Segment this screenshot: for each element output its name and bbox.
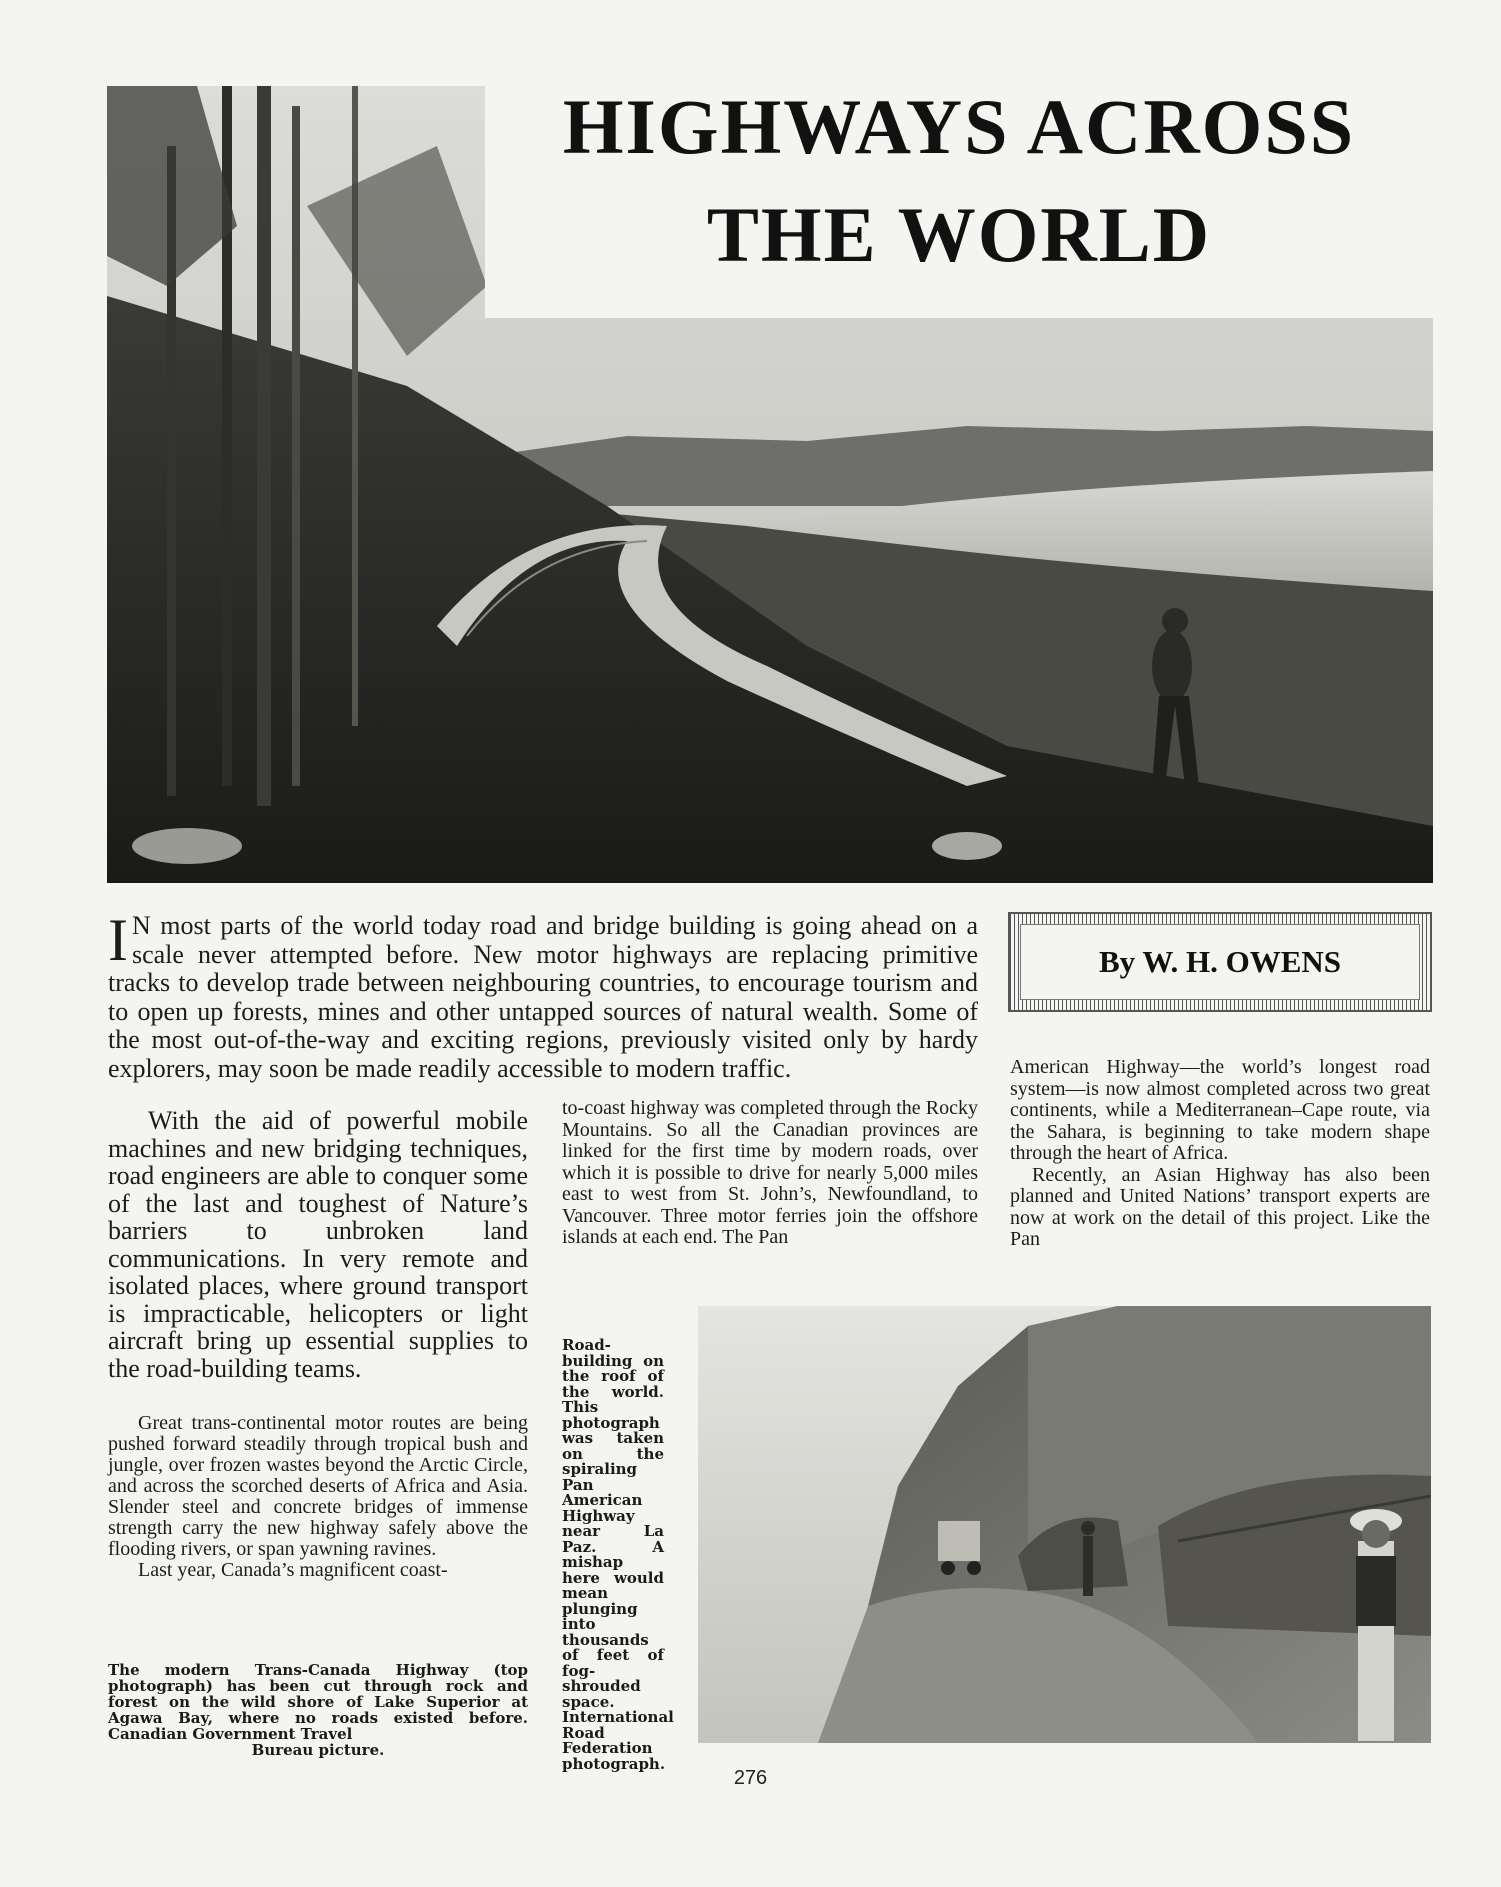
caption-top-photo	[108, 1662, 528, 1758]
column-1-small-text	[108, 1413, 528, 1581]
caption-top-photo-credit: Bureau picture.	[251, 1741, 385, 1759]
column-2-text: to-coast highway was completed through the Rocky Mountains. So all the Canadian provinces are linked for the first time by modern roads, over which it is possible to drive for nearly 5,000 miles east to west from St. John’s, Newfoundland, to Vancouver. Three motor ferries join the offshore islands at each end. The Pan	[562, 1097, 978, 1248]
article-title-line-2: THE WORLD	[706, 191, 1212, 278]
column-3-text	[1010, 1057, 1430, 1251]
byline: By W. H. OWENS	[1098, 944, 1342, 979]
byline-frame	[1020, 924, 1420, 1000]
page-number: 276	[733, 1767, 768, 1789]
photo-pan-american-highway	[698, 1306, 1431, 1743]
caption-bottom-photo: Road-building on the roof of the world. This photograph was taken on the spiraling Pan American Highway near La Paz. A mishap here would mean plunging into thousands of feet of fog-shrouded space. International Road Federation photograph.	[562, 1336, 674, 1773]
column-1-paragraph-1: Great trans-continental motor routes are being pushed forward steadily through tropical bush and jungle, over frozen wastes beyond the Arctic Circle, and across the scorched deserts of Africa and Asia. Slender steel and concrete bridges of immense strength carry the new highway safely above the flooding rivers, or span yawning ravines.	[108, 1412, 528, 1560]
byline-box	[1008, 912, 1432, 1012]
column-3-paragraph-2: Recently, an Asian Highway has also been planned and United Nations’ transport experts are now at work on the detail of this project. Like the Pan	[1010, 1163, 1430, 1250]
intro-text: N most parts of the world today road and bridge building is going ahead on a scale never attempted before. New motor highways are replacing primitive tracks to develop trade between neighbouring countries, to encourage tourism and to open up forests, mines and other untapped sources of natural wealth. Some of the most out-of-the-way and exciting regions, previously visited only by hardy explorers, may soon be made readily accessible to modern traffic.	[108, 911, 978, 1083]
drop-cap: I	[108, 907, 128, 973]
column-1-paragraph-2: Last year, Canada’s magnificent coast-	[138, 1559, 448, 1581]
intro-paragraph	[108, 907, 978, 1083]
column-3-paragraph-1: American Highway—the world’s longest road system—is now almost completed across two great continents, while a Mediterranean–Cape route, via the Sahara, is beginning to take modern shape through the heart of Africa.	[1010, 1056, 1430, 1164]
article-title-line-1: HIGHWAYS ACROSS	[562, 83, 1356, 170]
caption-top-photo-text: The modern Trans-Canada Highway (top photograph) has been cut through rock and forest on the wild shore of Lake Superior at Agawa Bay, where no roads existed before. Canadian Government Travel	[108, 1661, 528, 1743]
column-1-large-paragraph: With the aid of powerful mobile machines and new bridging techniques, road engineers are able to conquer some of the last and toughest of Nature’s barriers to unbroken land communications. In very remote and isolated places, where ground transport is impracticable, helicopters or light aircraft bring up essential supplies to the road-building teams.	[108, 1106, 528, 1383]
